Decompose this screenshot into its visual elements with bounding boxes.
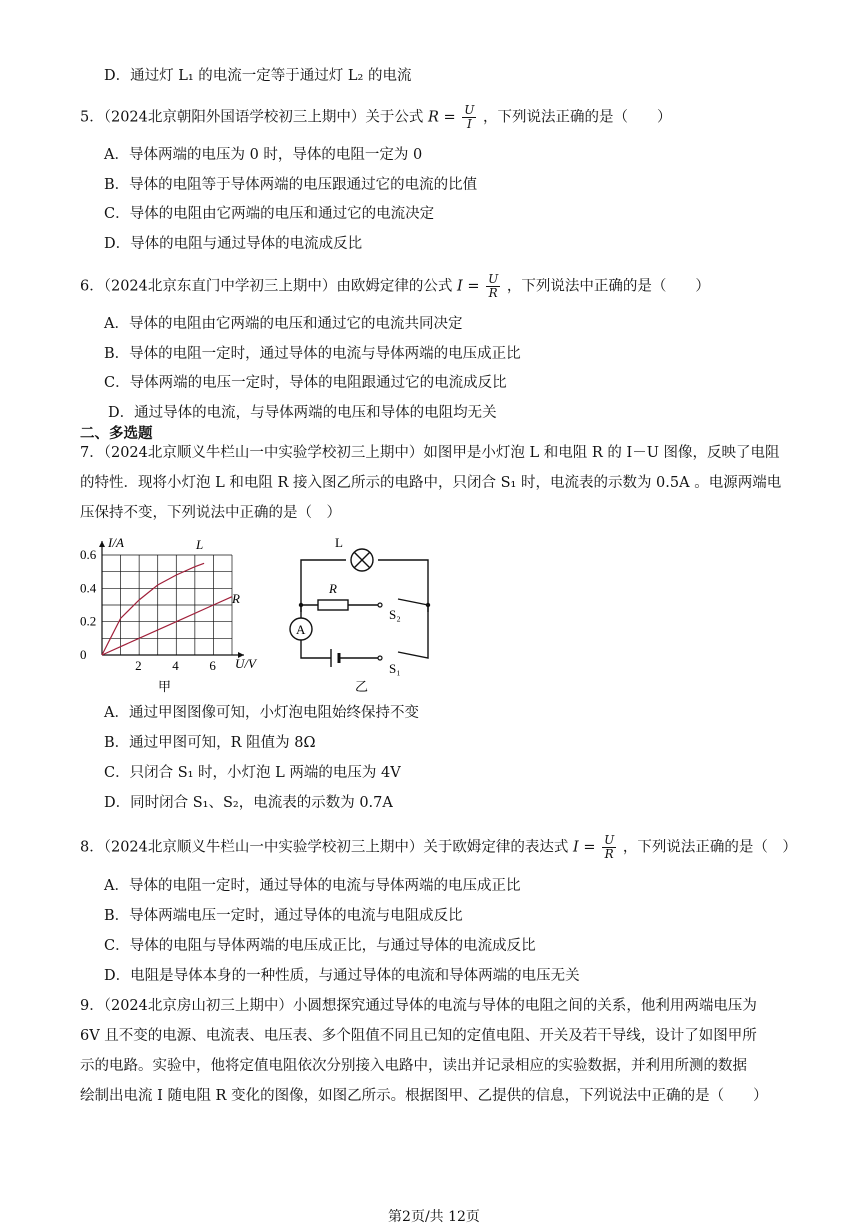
q8-formula-den: R [604, 847, 614, 861]
q9-line1: 9．（2024北京房山初三上期中）小圆想探究通过导体的电流与导体的电阻之间的关系，他利用两端电压为 [80, 998, 757, 1014]
lamp-symbol [351, 549, 373, 571]
q6-stem-post: ，下列说法中正确的是（ ） [506, 278, 710, 295]
x-tick-label: 2 [135, 658, 142, 673]
switch-s2-label: S₂ [389, 607, 401, 622]
q7-graph-i-u [80, 535, 280, 695]
graph-caption: 甲 [158, 679, 172, 694]
q8-option-a: A．导体的电阻一定时，通过导体的电流与导体两端的电压成正比 [104, 878, 521, 894]
x-tick-label: 4 [172, 658, 179, 673]
q8-formula-lhs: I = [572, 839, 596, 856]
q5-formula-num: U [464, 103, 475, 117]
resistor-label: R [329, 581, 337, 596]
graph-curve-label-l: L [196, 537, 204, 552]
q4-option-d: D．通过灯 L₁ 的电流一定等于通过灯 L₂ 的电流 [104, 68, 412, 84]
q8-stem [80, 834, 797, 861]
q5-option-d: D．导体的电阻与通过导体的电流成反比 [104, 236, 363, 252]
y-tick-label: 0 [80, 647, 87, 662]
q8-stem-post: ，下列说法正确的是（ ） [622, 839, 797, 856]
q6-formula-num: U [488, 272, 499, 286]
q5-option-c: C．导体的电阻由它两端的电压和通过它的电流决定 [104, 206, 435, 222]
q5-formula-den: I [466, 117, 472, 131]
q9-line4: 绘制出电流 I 随电阻 R 变化的图像，如图乙所示。根据图甲、乙提供的信息，下列说法中正确的是（ ） [80, 1088, 768, 1104]
y-tick-label: 0.2 [80, 613, 97, 629]
q6-formula-den: R [488, 286, 498, 300]
y-tick-label: 0.4 [80, 580, 97, 596]
switch-s2-symbol [378, 603, 382, 607]
q9-line3: 示的电路。实验中，他将定值电阻依次分别接入电路中，读出并记录相应的实验数据，并利用所测的数据 [80, 1058, 747, 1074]
junction-dot [299, 603, 303, 607]
y-tick-label: 0.6 [80, 547, 97, 562]
q7-option-b: B．通过甲图可知，R 阻值为 8Ω [104, 735, 316, 751]
graph-x-axis-label: U/V [235, 656, 256, 671]
ammeter-label: A [296, 622, 306, 637]
switch-s1-label: S₁ [389, 661, 401, 676]
graph-curve-label-r: R [232, 591, 240, 606]
q6-option-d: D．通过导体的电流，与导体两端的电压和导体的电阻均无关 [108, 405, 497, 421]
q5-stem-post: ，下列说法正确的是（ ） [483, 109, 672, 126]
series-line-l [102, 563, 204, 655]
q8-stem-pre: 8．（2024北京顺义牛栏山一中实验学校初三上期中）关于欧姆定律的表达式 [80, 839, 569, 856]
battery-symbol [331, 649, 339, 667]
q5-stem-pre: 5．（2024北京朝阳外国语学校初三上期中）关于公式 [80, 109, 424, 126]
x-tick-label: 6 [209, 658, 216, 673]
q8-formula-num: U [604, 833, 615, 847]
q6-option-c: C．导体两端的电压一定时，导体的电阻跟通过它的电流成反比 [104, 375, 507, 391]
q8-formula-fraction [602, 834, 616, 861]
q6-stem [80, 273, 710, 300]
y-axis-arrow [99, 541, 105, 547]
switch-s1-symbol [378, 656, 382, 660]
q5-option-b: B．导体的电阻等于导体两端的电压跟通过它的电流的比值 [104, 177, 478, 193]
q6-option-b: B．导体的电阻一定时，通过导体的电流与导体两端的电压成正比 [104, 346, 521, 362]
q8-option-d: D．电阻是导体本身的一种性质，与通过导体的电流和导体两端的电压无关 [104, 968, 580, 984]
q5-option-a: A．导体两端的电压为 0 时，导体的电阻一定为 0 [104, 147, 423, 163]
q8-option-c: C．导体的电阻与导体两端的电压成正比，与通过导体的电流成反比 [104, 938, 536, 954]
q7-option-c: C．只闭合 S₁ 时，小灯泡 L 两端的电压为 4V [104, 765, 401, 781]
q5-formula-fraction [462, 104, 476, 131]
circuit-caption: 乙 [355, 679, 369, 694]
q7-circuit-diagram [283, 533, 443, 695]
graph-curves [102, 563, 232, 655]
q6-stem-pre: 6．（2024北京东直门中学初三上期中）由欧姆定律的公式 [80, 278, 453, 295]
q9-line2: 6V 且不变的电源、电流表、电压表、多个阻值不同且已知的定值电阻、开关及若干导线，设计了如图甲所 [80, 1028, 757, 1044]
q7-option-d: D．同时闭合 S₁、S₂，电流表的示数为 0.7A [104, 795, 393, 811]
q7-stem-line2: 的特性．现将小灯泡 L 和电阻 R 接入图乙所示的电路中，只闭合 S₁ 时，电流表的示数为 0.5A 。电源两端电 [80, 475, 782, 491]
junction-dot [426, 603, 430, 607]
page-footer: 第2页/共 12页 [388, 1209, 480, 1225]
section-heading-multiple-choice: 二、多选题 [80, 425, 153, 442]
q8-option-b: B．导体两端电压一定时，通过导体的电流与电阻成反比 [104, 908, 463, 924]
q7-stem-line3: 压保持不变，下列说法中正确的是（ ） [80, 505, 341, 521]
q5-formula-lhs: R = [427, 109, 456, 126]
q7-option-a: A．通过甲图图像可知，小灯泡电阻始终保持不变 [104, 705, 419, 721]
circuit-wire-bottom [301, 605, 428, 658]
graph-y-axis-label: I/A [108, 535, 124, 550]
q6-option-a: A．导体的电阻由它两端的电压和通过它的电流共同决定 [104, 316, 463, 332]
series-line-r [102, 597, 232, 655]
resistor-symbol [318, 600, 348, 610]
q5-stem [80, 104, 672, 131]
q6-formula-lhs: I = [456, 278, 480, 295]
q7-stem-line1: 7．（2024北京顺义牛栏山一中实验学校初三上期中）如图甲是小灯泡 L 和电阻 R 的 I－U 图像，反映了电阻 [80, 445, 780, 461]
q6-formula-fraction [486, 273, 500, 300]
lamp-label: L [335, 535, 343, 550]
